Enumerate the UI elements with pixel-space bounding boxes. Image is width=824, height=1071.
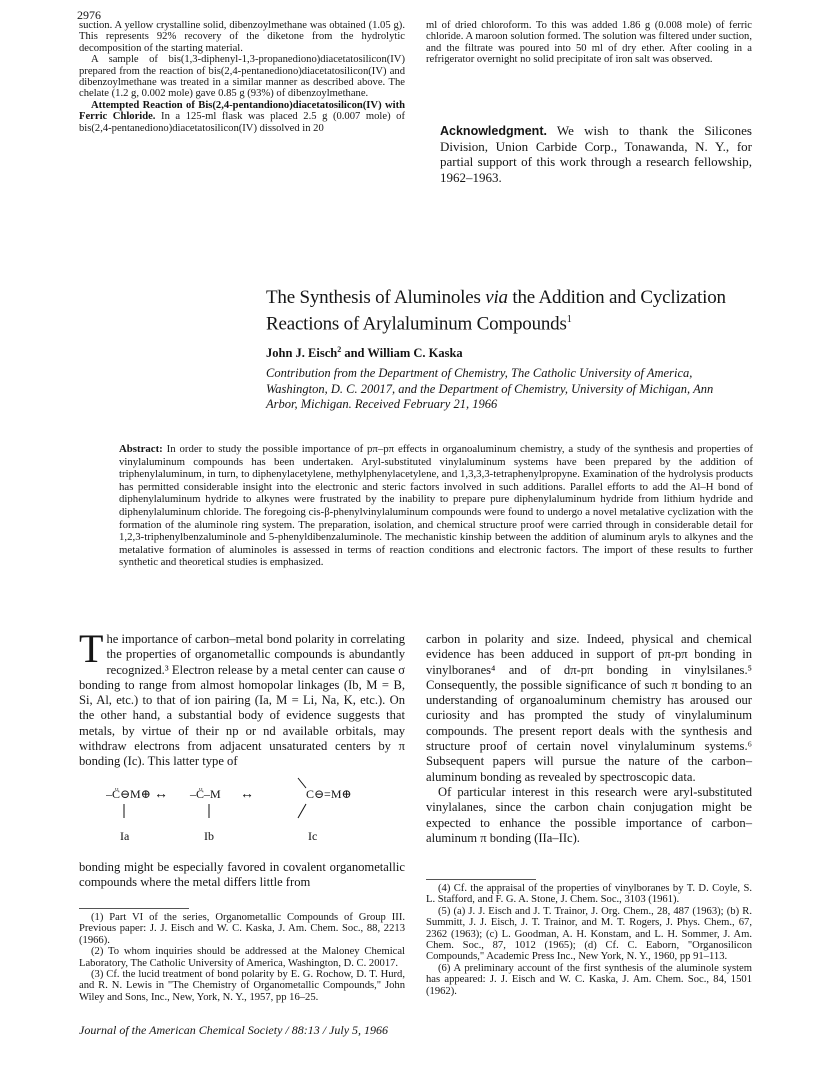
paragraph: Of particular interest in this research were aryl-substituted vinylalanes, since the carbon chain conjugation might be expected to enhance the possible importance of carbon–aluminum π bonding (IIa–IIc). [426, 784, 752, 845]
resonance-arrow: ↔ [240, 787, 254, 802]
resonance-arrow: ↔ [154, 787, 168, 802]
footnote: (5) (a) J. J. Eisch and J. T. Trainor, J. Org. Chem., 28, 487 (1963); (b) R. Summitt, J. J. Eisch, J. T. Trainor, and M. T. Rogers, J. Phys. Chem., 67, 2362 (1963); (c) L. Goodman, A. H. Konstam, and L. H. Sommer, J. Am. Chem. Soc., 87, 1012 (1965); (d) Cf. C. Eaborn, "Organosilicon Compounds," Academic Press Inc., New York, N. Y., 1960, pp 91–113. [426, 905, 752, 963]
paragraph [79, 100, 405, 134]
right-column-body [426, 632, 752, 846]
footnote: (4) Cf. the appraisal of the properties of vinylboranes by T. D. Coyle, S. L. Stafford, and F. G. A. Stone, J. Chem. Soc., 3103 (1961). [426, 883, 752, 906]
footnote: (6) A preliminary account of the first synthesis of the aluminole system has appeared: J. J. Eisch and W. C. Kaska, J. Am. Chem. Soc., 84, 1501 (1962). [426, 962, 752, 997]
footnote: (3) Cf. the lucid treatment of bond polarity by E. G. Rochow, D. T. Hurd, and R. N. Lewis in "The Chemistry of Organometallic Compounds," John Wiley and Sons, Inc., New, York, N. Y., 1957, pp 16–25. [79, 969, 405, 1003]
acknowledgment-label: Acknowledgment. [440, 124, 547, 138]
abstract [119, 443, 753, 569]
journal-footer: Journal of the American Chemical Society / 88:13 / July 5, 1966 [79, 1023, 389, 1037]
footnote: (1) Part VI of the series, Organometallic Compounds of Group III. Previous paper: J. J. Eisch and W. C. Kaska, J. Am. Chem. Soc., 88, 2213 (1966). [79, 912, 405, 946]
paragraph-text: he importance of carbon–metal bond polarity in correlating the properties of organometallic compounds is abundantly recognized.³ Electron release by a metal center can cause σ bonding to range from almost homopolar linkages (Ib, M = B, Si, Al, etc.) to that of ion pairing (Ia, M = Li, Na, K, etc.). On the other hand, a substantial body of evidence suggests that metals, by virtue of their np or nd available orbitals, may withdraw electrons from adjacent unsaturated centers by π bonding (Ic). This latter type of [79, 632, 405, 769]
footnotes-left [79, 912, 405, 1003]
abstract-text: In order to study the possible importance of pπ–pπ effects in organoaluminum chemistry, a study of the synthesis and properties of vinylaluminum compounds has been undertaken. Aryl-substituted vinylaluminum systems have been prepared by the addition of triphenylaluminum, in turn, to diphenylacetylene, methylphenylacetylene, and 1,3,3,3-tetraphenylpropyne. Examination of the hydrolysis products has permitted considerable insight into the electronic and steric factors involved in such additions. Parallel efforts to add the Al–H bond of diphenylaluminum hydride to alkynes were frustrated by the inability to prepare pure diphenylaluminum hydride from lithium hydride and diphenylaluminum chloride. The foregoing cis-β-phenylvinylaluminum compounds were found to undergo a novel metalative cyclization with the formation of the aluminole ring system. The preparation, isolation, and chemical structure proof were carried through in considerable detail for 1,2,3-triphenylbenzaluminole and 5-phenyldibenzaluminole. The mechanistic kinship between the addition of aluminum aryls to alkynes and the metalative formation of aluminoles is assessed in terms of reaction conditions and electronic factors. The import of these results to further synthetic and theoretical studies is emphasized. [119, 443, 753, 569]
footnotes-right [426, 883, 752, 997]
footnote-marker: 2 [337, 345, 342, 354]
introduction-paragraph [79, 626, 405, 770]
paragraph: ml of dried chloroform. To this was added 1.86 g (0.008 mole) of ferric chloride. A maroon solution formed. The solution was filtered under suction, and the filtrate was poured into 50 ml of dry ether. After cooling in a refrigerator overnight no solid precipitate of iron salt was observed. [426, 20, 752, 66]
author-name: John J. Eisch [266, 346, 338, 361]
author-separator: and [341, 346, 368, 361]
previous-article-left-column [79, 20, 405, 134]
footnote-rule [79, 908, 189, 909]
structure-label: Ia [120, 829, 130, 843]
paragraph: A sample of bis(1,3-diphenyl-1,3-propanediono)diacetatosilicon(IV) prepared from the reaction of bis(2,4-pentanediono)diacetatosilicon(IV) and dibenzoylmethane was treated in a similar manner as described above. The chelate (1.2 g, 0.002 mole) gave 0.85 g (93%) of dibenzoylmethane. [79, 54, 405, 100]
footnote: (2) To whom inquiries should be addressed at the Maloney Chemical Laboratory, The Catholic University of America, Washington, D. C. 20017. [79, 946, 405, 969]
footnote-rule [426, 879, 536, 880]
structure-Ib: –C̈–M [190, 787, 221, 801]
resonance-structures-scheme [106, 770, 376, 850]
author-name: William C. Kaska [367, 346, 463, 361]
footnote-marker: 1 [566, 314, 572, 325]
authors [266, 345, 463, 361]
acknowledgment-text: We wish to thank the Silicones Division, Union Carbide Corp., Tonawanda, N. Y., for partial support of this work through a research fellowship, 1962–1963. [440, 123, 752, 185]
structure-label: Ib [204, 829, 214, 843]
structure-label: Ic [308, 829, 318, 843]
page-number: 2976 [77, 8, 101, 22]
section-heading: Attempted Reaction of Bis(2,4-pentandiono)diacetatosilicon(IV) with Ferric Chloride. [79, 99, 405, 123]
paragraph: suction. A yellow crystalline solid, dibenzoylmethane was obtained (1.05 g). This represents 92% recovery of the diketone from the hydrolytic decomposition of the starting material. [79, 20, 405, 54]
paragraph: bonding might be especially favored in covalent organometallic compounds where the metal differs little from [79, 860, 405, 890]
affiliation: Contribution from the Department of Chemistry, The Catholic University of America, Washington, D. C. 20017, and the Department of Chemistry, University of Michigan, Ann Arbor, Michigan. Received February 21, 1966 [266, 366, 714, 411]
title-text: the Addition and Cyclization Reactions of Arylaluminum Compounds [266, 287, 726, 335]
abstract-label: Abstract: [119, 443, 163, 455]
structure-Ic: C⊖=M⊕ [306, 787, 352, 801]
drop-cap: T [79, 626, 104, 671]
paragraph-text: In a 125-ml flask was placed 2.5 g (0.007 mole) of bis(2,4-pentanediono)diacetatosilicon(IV) dissolved in 20 [79, 111, 405, 134]
title-text: The Synthesis of Aluminoles [266, 287, 486, 308]
paragraph: carbon in polarity and size. Indeed, physical and chemical evidence has been adduced in support of pπ-pπ bonding in vinylboranes⁴ and of dπ-pπ bonding in vinylsilanes.⁵ Consequently, the possible significance of such π bonding to an understanding of organoaluminum chemistry has aroused our curiosity and has prompted the study of vinylaluminum compounds. The present report deals with the synthesis and structure proof of certain novel vinylaluminum systems.⁶ Subsequent papers will pursue the nature of the carbon–aluminum bonding as revealed by spectroscopic data. [426, 632, 752, 784]
article-title [266, 287, 756, 335]
acknowledgment [440, 123, 752, 185]
title-italic-word: via [485, 287, 508, 308]
structure-Ia: –C̈⊖M⊕ [106, 787, 151, 801]
previous-article-right-column [426, 20, 752, 66]
